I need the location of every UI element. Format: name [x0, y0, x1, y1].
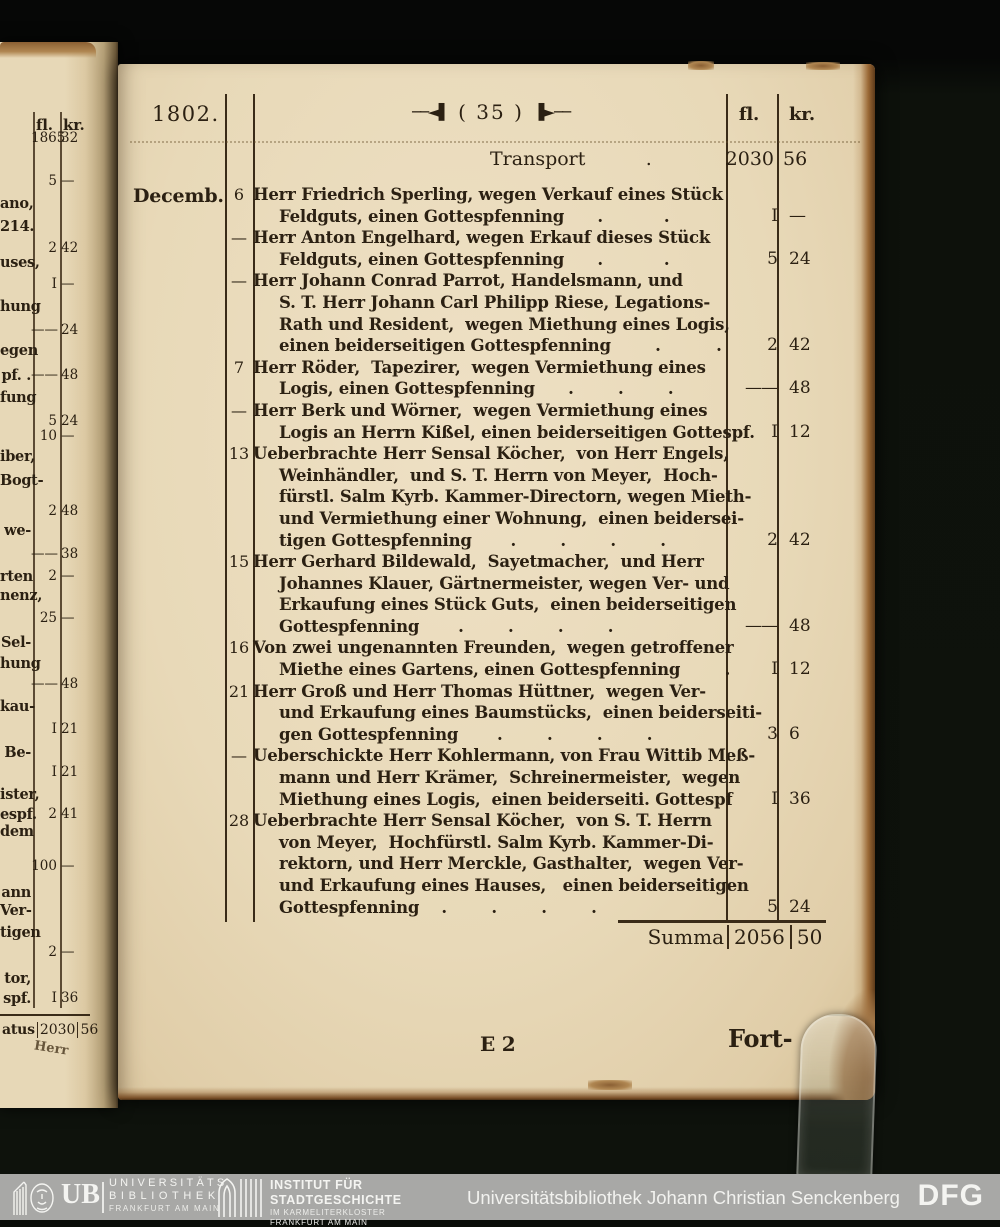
entry-text [253, 227, 726, 270]
left-row-kr: 21 [61, 721, 79, 737]
ub-logo-icon [12, 1178, 62, 1216]
left-row-kr [58, 924, 85, 941]
left-row-fragment: tor, [4, 970, 31, 987]
entry-fl-amount: 5 [767, 896, 777, 917]
entry-text [253, 357, 726, 400]
entry-kr-amount: 42 [789, 335, 811, 356]
entry-text-line: von Meyer, Hochfürstl. Salm Kyrb. Kammer-Di- [279, 832, 714, 852]
entry-day: 21 [228, 681, 250, 701]
left-row-fragment: hung [0, 655, 41, 672]
ledger-entry [118, 745, 828, 810]
left-page-row [0, 858, 86, 874]
ornament-right-icon: ▐►── [532, 103, 571, 121]
entry-text-line: Johannes Klauer, Gärtnermeister, wegen Ver- und [279, 573, 730, 593]
institute-line3: IM KARMELITERKLOSTER [270, 1207, 386, 1217]
left-row-kr: — [61, 858, 75, 874]
left-page-row [0, 276, 86, 292]
left-row-fl: I [51, 764, 57, 780]
left-row-fl: —— [31, 676, 58, 692]
left-row-kr: 48 [61, 503, 79, 519]
summa-label: Summa [647, 925, 724, 949]
column-header-fl: fl. [738, 104, 760, 125]
left-row-fragment: Sel- [0, 634, 31, 651]
left-row-fl [31, 786, 58, 803]
left-row-fl: 5 [48, 413, 57, 429]
left-row-fragment: ister, [0, 786, 40, 803]
entry-fl-amount: —— [745, 615, 777, 636]
left-row-fragment [0, 322, 31, 338]
entry-text-line: Ueberschickte Herr Kohlermann, von Frau Wittib Meß- [253, 746, 755, 766]
left-row-fl: —— [31, 367, 58, 383]
left-row-fragment: Bogt- [0, 472, 44, 489]
ledger-entry [118, 681, 828, 746]
entry-text-line: Rath und Resident, wegen Miethung eines Logis, [279, 314, 730, 334]
ledger-entry [118, 270, 828, 356]
page-edge-wear [688, 61, 714, 70]
left-row-kr: 42 [61, 240, 79, 256]
left-page-row [0, 342, 86, 359]
left-summa-fl: 2030 [37, 1022, 78, 1038]
entry-kr-amount: 12 [789, 659, 811, 680]
entry-text [253, 551, 737, 637]
entry-fl-amount: 2 [767, 335, 777, 356]
left-row-fragment: 214. [0, 218, 35, 235]
karmeliterkloster-arches-icon [216, 1177, 264, 1217]
left-page-row [0, 503, 86, 519]
left-page-row [0, 610, 86, 626]
left-page-row [0, 764, 86, 780]
left-page-row [0, 902, 86, 919]
entry-kr-amount: 48 [789, 378, 811, 399]
left-row-fl [31, 522, 58, 539]
left-row-kr [58, 448, 85, 465]
left-row-fl: —— [31, 546, 58, 562]
left-summa-rule [0, 1014, 90, 1016]
page-edge-wear [806, 62, 840, 70]
left-row-fragment: we- [4, 522, 31, 539]
page-number: ( 35 ) [458, 100, 524, 124]
left-row-kr: — [61, 944, 75, 960]
institute-line4: FRANKFURT AM MAIN [270, 1218, 368, 1227]
entry-kr-amount: 36 [789, 788, 811, 809]
ledger-entries [118, 184, 828, 918]
left-row-kr [58, 786, 85, 803]
entry-text-line: Von zwei ungenannten Freunden, wegen getroffener [253, 638, 734, 658]
left-row-kr [58, 522, 85, 539]
left-row-fl [31, 884, 58, 901]
left-row-fl: 25 [39, 610, 57, 626]
entry-fl-amount: 5 [767, 248, 777, 269]
entry-text-line: und Vermiethung einer Wohnung, einen beidersei- [279, 508, 744, 528]
left-page-row [0, 944, 86, 960]
left-row-fragment: iber, [0, 448, 36, 465]
entry-text-line: Herr Röder, Tapezirer, wegen Vermiethung eines [253, 357, 706, 377]
entry-kr-amount: 24 [789, 248, 811, 269]
left-row-kr [58, 744, 85, 761]
left-page-row [0, 367, 86, 384]
entry-day: 7 [233, 357, 245, 377]
left-row-fl [31, 634, 58, 651]
footer-bar [0, 1174, 1000, 1227]
left-row-fragment [0, 721, 31, 737]
left-row-fragment: egen [0, 342, 38, 359]
left-row-kr [58, 655, 85, 672]
left-row-fl: —— [31, 322, 58, 338]
left-page-row [0, 298, 86, 315]
entry-text-line: tigen Gottespfenning . . . . [279, 530, 666, 550]
left-row-fl: 2 [48, 944, 57, 960]
left-row-fragment: tigen [0, 924, 41, 941]
page-edge-wear [0, 42, 96, 58]
left-row-fl: 2 [48, 568, 57, 584]
entry-text [253, 681, 762, 746]
left-row-fragment [0, 130, 31, 146]
left-row-fragment [0, 428, 31, 444]
left-page-row [0, 130, 86, 146]
left-row-fl [31, 389, 58, 406]
left-row-fragment: spf. [3, 990, 31, 1007]
entry-kr-amount: 42 [789, 529, 811, 550]
left-page-row [0, 990, 86, 1007]
left-row-kr [58, 472, 85, 489]
left-row-fragment: Be- [4, 744, 31, 761]
left-page-row [0, 195, 86, 212]
entry-text-line: einen beiderseitigen Gottespfenning . . [279, 336, 722, 356]
left-row-fl: I [51, 721, 57, 737]
left-row-fl [31, 298, 58, 315]
catchword: Fort- [728, 1024, 793, 1053]
left-page-row [0, 472, 86, 489]
left-row-kr [58, 254, 85, 271]
column-header-kr: kr. [789, 104, 815, 125]
left-row-fragment [0, 610, 31, 626]
left-row-kr [58, 902, 85, 919]
left-page-row [0, 655, 86, 672]
entry-text-line: Gottespfenning . . . . [279, 616, 614, 636]
ledger-entry [118, 227, 828, 270]
entry-day: 15 [228, 552, 250, 572]
left-row-fl [31, 902, 58, 919]
left-row-fl: 2 [48, 503, 57, 519]
left-page-row [0, 884, 86, 901]
left-page-row [0, 698, 86, 715]
left-row-kr: 38 [61, 546, 79, 562]
year-label: 1802. [152, 102, 220, 126]
left-page-row [0, 786, 86, 803]
left-row-fl [31, 970, 58, 987]
left-row-kr [58, 195, 85, 212]
signature-mark: E 2 [480, 1032, 516, 1056]
left-page-row [0, 254, 86, 271]
entry-day: 13 [228, 444, 250, 464]
left-row-fragment: ann [1, 884, 31, 901]
left-row-kr [58, 218, 85, 235]
page-header [346, 100, 636, 124]
left-row-kr: — [61, 428, 75, 444]
entry-text-line: S. T. Herr Johann Carl Philipp Riese, Legations- [279, 292, 710, 312]
entry-day: — [231, 746, 247, 766]
entry-kr-amount: 12 [789, 421, 811, 442]
entry-kr-amount: 6 [789, 723, 800, 744]
ledger-entry [118, 400, 828, 443]
entry-text-line: Logis, einen Gottespfenning . . . [279, 379, 674, 399]
left-page-row [0, 676, 86, 692]
left-row-fragment [0, 944, 31, 960]
left-row-kr: 24 [61, 322, 79, 338]
entry-text [253, 810, 749, 918]
entry-text [253, 270, 730, 356]
ledger-entry [118, 443, 828, 551]
left-row-kr: — [61, 610, 75, 626]
left-page-row [0, 568, 86, 585]
left-row-fl [31, 254, 58, 271]
transport-fl: 2030 [725, 148, 774, 170]
left-row-fragment: Ver- [0, 902, 32, 919]
left-row-fl: I [51, 990, 57, 1006]
ledger-entry [118, 551, 828, 637]
left-catchword: Herr [33, 1038, 70, 1059]
dfg-logo: DFG [917, 1179, 984, 1212]
entry-day: 16 [228, 638, 250, 658]
left-row-fl [31, 218, 58, 235]
left-page-row [0, 721, 86, 737]
left-row-fragment: nenz, [0, 587, 43, 604]
left-page-row [0, 448, 86, 465]
left-summa-row [0, 1022, 100, 1038]
left-row-fl [31, 587, 58, 604]
left-row-fragment [0, 413, 31, 429]
left-row-kr [58, 298, 85, 315]
left-page-row [0, 634, 86, 651]
entry-fl-amount: 2 [767, 529, 777, 550]
entry-day: — [231, 400, 247, 420]
entry-fl-amount: I [771, 788, 777, 809]
left-page-row [0, 389, 86, 406]
page-edge-wear [588, 1080, 632, 1090]
ub-logo-text [109, 1178, 227, 1213]
left-row-kr [58, 698, 85, 715]
summa-rule [618, 920, 826, 923]
entry-text-line: Ueberbrachte Herr Sensal Köcher, von S. T. Herrn [253, 811, 712, 831]
library-name: Universitätsbibliothek Johann Christian Senckenberg [467, 1187, 900, 1208]
summa-kr: 50 [790, 925, 827, 949]
left-row-kr: — [61, 276, 75, 292]
left-page-row [0, 806, 86, 823]
transport-label: Transport . . [490, 148, 731, 170]
entry-text-line: Herr Friedrich Sperling, wegen Verkauf eines Stück [253, 185, 723, 204]
left-row-fragment: hung [0, 298, 41, 315]
entry-fl-amount: I [771, 205, 777, 226]
left-row-fragment: kau- [0, 698, 35, 715]
left-page-row [0, 546, 86, 562]
entry-text-line: fürstl. Salm Kyrb. Kammer-Directorn, wegen Mieth- [279, 487, 752, 507]
entry-text-line: und Erkaufung eines Hauses, einen beiderseitigen [279, 876, 749, 895]
entry-text-line: Ueberbrachte Herr Sensal Köcher, von Herr Engels, [253, 444, 729, 464]
institute-line1: INSTITUT FÜR [270, 1178, 363, 1192]
entry-text [253, 184, 726, 227]
left-page-row [0, 173, 86, 189]
left-row-kr: — [61, 568, 75, 584]
ub-line3: FRANKFURT AM MAIN [109, 1204, 221, 1213]
entry-fl-amount: 3 [767, 723, 777, 744]
left-row-fl: 10 [39, 428, 57, 444]
ledger-entry [118, 810, 828, 918]
left-page-row [0, 218, 86, 235]
entry-fl-amount: I [771, 421, 777, 442]
left-row-kr: 32 [61, 130, 79, 146]
left-row-kr: — [61, 173, 75, 189]
entry-text-line: gen Gottespfenning . . . . [279, 724, 653, 744]
entry-text-line: Feldguts, einen Gottespfenning . . [279, 249, 670, 269]
left-page-row [0, 522, 86, 539]
institute-line2: STADTGESCHICHTE [270, 1192, 402, 1207]
left-row-kr [58, 823, 85, 840]
left-row-kr: 41 [61, 806, 79, 822]
entry-text [253, 637, 734, 680]
left-row-fragment [0, 276, 31, 292]
entry-text-line: Herr Berk und Wörner, wegen Vermiethung eines [253, 400, 708, 420]
entry-text-line: Miethung eines Logis, einen beiderseiti. Gottespf [279, 789, 733, 809]
left-row-fl [31, 342, 58, 359]
entry-day: — [231, 228, 247, 248]
entry-text-line: mann und Herr Krämer, Schreinermeister, wegen [279, 768, 741, 788]
left-row-fragment [0, 676, 31, 692]
entry-fl-amount: —— [745, 378, 777, 399]
left-row-kr: 48 [61, 676, 79, 692]
left-row-fl: 2 [48, 240, 57, 256]
left-row-fl: 1865 [31, 130, 66, 146]
left-row-fragment: fung [0, 389, 37, 406]
left-row-fl: 2 [48, 806, 57, 822]
left-row-fragment [0, 764, 31, 780]
ub-logo-divider [102, 1182, 104, 1213]
left-row-fragment: dem [0, 823, 34, 840]
left-row-kr [58, 389, 85, 406]
left-page-row [0, 970, 86, 987]
entry-day: 6 [233, 185, 245, 204]
left-row-kr: 48 [61, 367, 79, 383]
left-row-fragment [0, 503, 31, 519]
left-row-kr [58, 587, 85, 604]
entry-text-line: Herr Anton Engelhard, wegen Erkauf dieses Stück [253, 228, 711, 248]
entry-kr-amount: 48 [789, 615, 811, 636]
left-column-header-kr: kr. [63, 116, 85, 134]
left-page-row [0, 322, 86, 338]
ledger-entry [118, 637, 828, 680]
left-row-fragment [0, 173, 31, 189]
left-row-fragment: ano, [0, 195, 34, 212]
entry-text [253, 400, 755, 443]
page-edge-wear [853, 64, 875, 1100]
page-edge-wear [118, 1087, 875, 1100]
entry-text-line: Herr Groß und Herr Thomas Hüttner, wegen Ver- [253, 681, 706, 701]
left-row-fl: 5 [48, 173, 57, 189]
summa-row [616, 925, 827, 949]
left-row-fl [31, 698, 58, 715]
page-holder [796, 1013, 878, 1182]
left-page-row [0, 924, 86, 941]
left-row-fl [31, 472, 58, 489]
left-row-fl: 100 [31, 858, 57, 874]
left-row-kr: 24 [61, 413, 79, 429]
dotted-divider [130, 141, 860, 143]
entry-day: — [231, 271, 247, 291]
entry-text-line: Miethe eines Gartens, einen Gottespfenning . [279, 660, 731, 680]
entry-text-line: Erkaufung eines Stück Guts, einen beiderseitigen [279, 595, 737, 615]
transport-kr: 56 [783, 148, 808, 170]
left-page-row [0, 823, 86, 840]
left-page-row [0, 587, 86, 604]
entry-text-line: Weinhändler, und S. T. Herrn von Meyer, Hoch- [279, 465, 718, 485]
entry-text [253, 443, 752, 551]
left-page-row [0, 413, 86, 429]
left-row-fl [31, 744, 58, 761]
entry-text-line: rektorn, und Herr Merckle, Gasthalter, wegen Ver- [279, 854, 744, 874]
left-row-fl [31, 195, 58, 212]
left-page-row [0, 744, 86, 761]
left-summa-kr: 56 [77, 1022, 100, 1038]
left-row-kr [58, 342, 85, 359]
month-label: Decemb. [133, 185, 224, 207]
left-row-fl: I [51, 276, 57, 292]
left-row-fragment: espf. [0, 806, 37, 823]
left-page-row [0, 428, 86, 444]
entry-text-line: Logis an Herrn Kißel, einen beiderseitigen Gottespf. [279, 422, 755, 442]
entry-kr-amount: — [789, 205, 806, 226]
left-row-kr [58, 970, 85, 987]
entry-text-line: und Erkaufung eines Baumstücks, einen beiderseiti- [279, 703, 762, 723]
left-summa-label: atus [2, 1022, 35, 1038]
left-row-fragment: pf. . [1, 367, 31, 384]
main-page [118, 64, 875, 1100]
entry-text-line: Herr Johann Conrad Parrot, Handelsmann, und [253, 271, 683, 291]
entry-text [253, 745, 755, 810]
left-row-kr: 21 [61, 764, 79, 780]
left-row-fl [31, 924, 58, 941]
left-row-fl [31, 823, 58, 840]
left-row-fragment: rten [0, 568, 33, 585]
entry-text-line: Feldguts, einen Gottespfenning . . [279, 206, 670, 226]
entry-text-line: Herr Gerhard Bildewald, Sayetmacher, und Herr [253, 552, 704, 572]
entry-kr-amount: 24 [789, 896, 811, 917]
summa-fl: 2056 [727, 925, 790, 949]
entry-text-line: Gottespfenning . . . . [279, 897, 597, 917]
left-page-strip [0, 42, 118, 1108]
left-column-header-fl: fl. [36, 116, 53, 134]
left-row-kr [58, 884, 85, 901]
ub-line2: BIBLIOTHEK [109, 1190, 220, 1202]
entry-fl-amount: I [771, 659, 777, 680]
ub-logo-abbr: UB [61, 1179, 100, 1210]
entry-day: 28 [228, 811, 250, 831]
left-row-fl [31, 655, 58, 672]
left-row-fragment [0, 546, 31, 562]
ledger-entry [118, 357, 828, 400]
left-row-kr [58, 634, 85, 651]
left-row-fl [31, 448, 58, 465]
ledger-entry [118, 184, 828, 227]
ornament-left-icon: ──◄▌ [411, 103, 450, 121]
ub-line1: UNIVERSITÄTS [109, 1177, 228, 1189]
left-row-fragment: uses, [0, 254, 40, 271]
left-row-fragment [0, 858, 31, 874]
left-row-kr: 36 [61, 990, 79, 1006]
